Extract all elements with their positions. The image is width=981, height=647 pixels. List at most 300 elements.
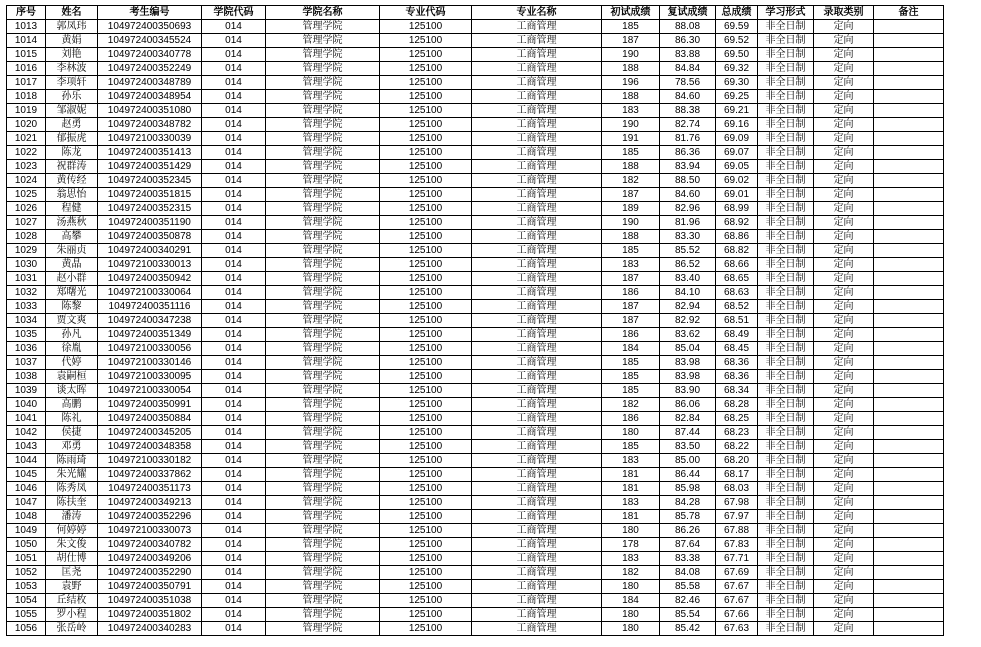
cell-col-college-name: 管理学院 bbox=[266, 384, 380, 398]
cell-col-total-score: 69.07 bbox=[716, 146, 758, 160]
cell-col-name: 陈雨琦 bbox=[46, 454, 98, 468]
cell-col-college-code: 014 bbox=[202, 608, 266, 622]
cell-col-college-code: 014 bbox=[202, 76, 266, 90]
cell-col-study-mode: 非全日制 bbox=[758, 412, 814, 426]
table-row bbox=[7, 230, 944, 244]
cell-col-major-code: 125100 bbox=[380, 230, 472, 244]
cell-col-total-score: 67.67 bbox=[716, 580, 758, 594]
header-col-retest-score: 复试成绩 bbox=[660, 6, 716, 20]
cell-col-study-mode: 非全日制 bbox=[758, 384, 814, 398]
cell-col-retest-score: 85.52 bbox=[660, 244, 716, 258]
cell-col-admission-type: 定向 bbox=[814, 216, 874, 230]
cell-col-remarks bbox=[874, 188, 944, 202]
cell-col-admission-type: 定向 bbox=[814, 160, 874, 174]
cell-col-remarks bbox=[874, 552, 944, 566]
cell-col-initial-score: 187 bbox=[602, 34, 660, 48]
cell-col-exam-id: 104972100330039 bbox=[98, 132, 202, 146]
cell-col-retest-score: 86.36 bbox=[660, 146, 716, 160]
cell-col-admission-type: 定向 bbox=[814, 580, 874, 594]
cell-col-college-name: 管理学院 bbox=[266, 104, 380, 118]
cell-col-major-name: 工商管理 bbox=[472, 328, 602, 342]
cell-col-major-code: 125100 bbox=[380, 426, 472, 440]
cell-col-exam-id: 104972400340782 bbox=[98, 538, 202, 552]
cell-col-exam-id: 104972400350791 bbox=[98, 580, 202, 594]
table-body bbox=[7, 20, 944, 636]
table-row bbox=[7, 146, 944, 160]
cell-col-remarks bbox=[874, 76, 944, 90]
cell-col-college-code: 014 bbox=[202, 356, 266, 370]
cell-col-study-mode: 非全日制 bbox=[758, 160, 814, 174]
cell-col-total-score: 69.21 bbox=[716, 104, 758, 118]
header-col-seq: 序号 bbox=[7, 6, 46, 20]
cell-col-name: 孙凡 bbox=[46, 328, 98, 342]
cell-col-admission-type: 定向 bbox=[814, 342, 874, 356]
cell-col-exam-id: 104972400351116 bbox=[98, 300, 202, 314]
cell-col-major-name: 工商管理 bbox=[472, 580, 602, 594]
cell-col-seq: 1021 bbox=[7, 132, 46, 146]
table-row bbox=[7, 160, 944, 174]
cell-col-seq: 1039 bbox=[7, 384, 46, 398]
cell-col-remarks bbox=[874, 482, 944, 496]
cell-col-remarks bbox=[874, 104, 944, 118]
cell-col-college-code: 014 bbox=[202, 328, 266, 342]
cell-col-college-name: 管理学院 bbox=[266, 20, 380, 34]
cell-col-major-name: 工商管理 bbox=[472, 174, 602, 188]
admission-table bbox=[6, 5, 944, 636]
table-row bbox=[7, 20, 944, 34]
cell-col-major-name: 工商管理 bbox=[472, 468, 602, 482]
cell-col-remarks bbox=[874, 62, 944, 76]
table-row bbox=[7, 426, 944, 440]
cell-col-remarks bbox=[874, 328, 944, 342]
cell-col-college-name: 管理学院 bbox=[266, 160, 380, 174]
cell-col-major-code: 125100 bbox=[380, 580, 472, 594]
cell-col-study-mode: 非全日制 bbox=[758, 286, 814, 300]
cell-col-remarks bbox=[874, 538, 944, 552]
cell-col-study-mode: 非全日制 bbox=[758, 342, 814, 356]
cell-col-college-code: 014 bbox=[202, 104, 266, 118]
cell-col-admission-type: 定向 bbox=[814, 230, 874, 244]
header-col-exam-id: 考生编号 bbox=[98, 6, 202, 20]
cell-col-remarks bbox=[874, 146, 944, 160]
cell-col-name: 祝群涛 bbox=[46, 160, 98, 174]
cell-col-name: 赵小群 bbox=[46, 272, 98, 286]
cell-col-retest-score: 85.04 bbox=[660, 342, 716, 356]
table-row bbox=[7, 62, 944, 76]
cell-col-admission-type: 定向 bbox=[814, 146, 874, 160]
cell-col-major-name: 工商管理 bbox=[472, 384, 602, 398]
cell-col-major-name: 工商管理 bbox=[472, 440, 602, 454]
cell-col-admission-type: 定向 bbox=[814, 356, 874, 370]
cell-col-admission-type: 定向 bbox=[814, 426, 874, 440]
cell-col-remarks bbox=[874, 132, 944, 146]
cell-col-study-mode: 非全日制 bbox=[758, 216, 814, 230]
cell-col-major-name: 工商管理 bbox=[472, 48, 602, 62]
table-row bbox=[7, 342, 944, 356]
cell-col-major-name: 工商管理 bbox=[472, 34, 602, 48]
cell-col-college-code: 014 bbox=[202, 244, 266, 258]
table-row bbox=[7, 272, 944, 286]
cell-col-study-mode: 非全日制 bbox=[758, 104, 814, 118]
cell-col-retest-score: 82.46 bbox=[660, 594, 716, 608]
cell-col-name: 袁嗣桓 bbox=[46, 370, 98, 384]
cell-col-total-score: 68.45 bbox=[716, 342, 758, 356]
cell-col-study-mode: 非全日制 bbox=[758, 258, 814, 272]
cell-col-admission-type: 定向 bbox=[814, 538, 874, 552]
cell-col-exam-id: 104972100330095 bbox=[98, 370, 202, 384]
cell-col-seq: 1019 bbox=[7, 104, 46, 118]
cell-col-major-name: 工商管理 bbox=[472, 62, 602, 76]
cell-col-college-code: 014 bbox=[202, 62, 266, 76]
cell-col-remarks bbox=[874, 356, 944, 370]
cell-col-major-code: 125100 bbox=[380, 62, 472, 76]
cell-col-college-name: 管理学院 bbox=[266, 258, 380, 272]
cell-col-admission-type: 定向 bbox=[814, 48, 874, 62]
cell-col-initial-score: 181 bbox=[602, 510, 660, 524]
cell-col-college-code: 014 bbox=[202, 622, 266, 636]
cell-col-admission-type: 定向 bbox=[814, 202, 874, 216]
cell-col-major-code: 125100 bbox=[380, 104, 472, 118]
cell-col-name: 汤燕秋 bbox=[46, 216, 98, 230]
cell-col-seq: 1024 bbox=[7, 174, 46, 188]
cell-col-exam-id: 104972400351190 bbox=[98, 216, 202, 230]
cell-col-study-mode: 非全日制 bbox=[758, 398, 814, 412]
cell-col-retest-score: 85.58 bbox=[660, 580, 716, 594]
cell-col-remarks bbox=[874, 118, 944, 132]
cell-col-initial-score: 181 bbox=[602, 482, 660, 496]
cell-col-major-code: 125100 bbox=[380, 48, 472, 62]
cell-col-college-code: 014 bbox=[202, 20, 266, 34]
cell-col-initial-score: 183 bbox=[602, 496, 660, 510]
cell-col-study-mode: 非全日制 bbox=[758, 594, 814, 608]
cell-col-college-name: 管理学院 bbox=[266, 398, 380, 412]
cell-col-seq: 1051 bbox=[7, 552, 46, 566]
cell-col-major-code: 125100 bbox=[380, 76, 472, 90]
table-row bbox=[7, 552, 944, 566]
cell-col-name: 李林波 bbox=[46, 62, 98, 76]
cell-col-total-score: 69.01 bbox=[716, 188, 758, 202]
cell-col-name: 朱光耀 bbox=[46, 468, 98, 482]
cell-col-seq: 1035 bbox=[7, 328, 46, 342]
cell-col-initial-score: 180 bbox=[602, 622, 660, 636]
cell-col-study-mode: 非全日制 bbox=[758, 300, 814, 314]
cell-col-total-score: 67.97 bbox=[716, 510, 758, 524]
cell-col-initial-score: 183 bbox=[602, 454, 660, 468]
cell-col-remarks bbox=[874, 412, 944, 426]
cell-col-initial-score: 187 bbox=[602, 272, 660, 286]
cell-col-college-name: 管理学院 bbox=[266, 468, 380, 482]
cell-col-major-name: 工商管理 bbox=[472, 160, 602, 174]
cell-col-study-mode: 非全日制 bbox=[758, 230, 814, 244]
cell-col-exam-id: 104972400340778 bbox=[98, 48, 202, 62]
cell-col-total-score: 68.86 bbox=[716, 230, 758, 244]
cell-col-study-mode: 非全日制 bbox=[758, 566, 814, 580]
cell-col-initial-score: 188 bbox=[602, 90, 660, 104]
cell-col-seq: 1045 bbox=[7, 468, 46, 482]
cell-col-exam-id: 104972400351802 bbox=[98, 608, 202, 622]
cell-col-seq: 1041 bbox=[7, 412, 46, 426]
cell-col-seq: 1043 bbox=[7, 440, 46, 454]
cell-col-study-mode: 非全日制 bbox=[758, 482, 814, 496]
cell-col-major-name: 工商管理 bbox=[472, 510, 602, 524]
cell-col-total-score: 67.67 bbox=[716, 594, 758, 608]
cell-col-college-name: 管理学院 bbox=[266, 580, 380, 594]
cell-col-total-score: 69.05 bbox=[716, 160, 758, 174]
cell-col-college-code: 014 bbox=[202, 48, 266, 62]
cell-col-retest-score: 83.30 bbox=[660, 230, 716, 244]
cell-col-major-code: 125100 bbox=[380, 146, 472, 160]
cell-col-college-code: 014 bbox=[202, 90, 266, 104]
cell-col-retest-score: 83.88 bbox=[660, 48, 716, 62]
cell-col-major-code: 125100 bbox=[380, 34, 472, 48]
cell-col-study-mode: 非全日制 bbox=[758, 552, 814, 566]
cell-col-seq: 1042 bbox=[7, 426, 46, 440]
table-row bbox=[7, 188, 944, 202]
cell-col-college-name: 管理学院 bbox=[266, 454, 380, 468]
cell-col-major-code: 125100 bbox=[380, 482, 472, 496]
cell-col-seq: 1054 bbox=[7, 594, 46, 608]
table-row bbox=[7, 104, 944, 118]
cell-col-admission-type: 定向 bbox=[814, 552, 874, 566]
cell-col-college-code: 014 bbox=[202, 286, 266, 300]
cell-col-college-name: 管理学院 bbox=[266, 118, 380, 132]
cell-col-major-code: 125100 bbox=[380, 314, 472, 328]
cell-col-study-mode: 非全日制 bbox=[758, 62, 814, 76]
cell-col-retest-score: 86.06 bbox=[660, 398, 716, 412]
cell-col-remarks bbox=[874, 580, 944, 594]
cell-col-major-name: 工商管理 bbox=[472, 454, 602, 468]
cell-col-study-mode: 非全日制 bbox=[758, 468, 814, 482]
cell-col-seq: 1016 bbox=[7, 62, 46, 76]
cell-col-exam-id: 104972400340283 bbox=[98, 622, 202, 636]
cell-col-retest-score: 83.98 bbox=[660, 356, 716, 370]
cell-col-college-name: 管理学院 bbox=[266, 412, 380, 426]
cell-col-college-code: 014 bbox=[202, 594, 266, 608]
cell-col-name: 陈黎 bbox=[46, 300, 98, 314]
cell-col-retest-score: 81.96 bbox=[660, 216, 716, 230]
cell-col-initial-score: 180 bbox=[602, 608, 660, 622]
cell-col-college-name: 管理学院 bbox=[266, 566, 380, 580]
cell-col-admission-type: 定向 bbox=[814, 468, 874, 482]
table-row bbox=[7, 454, 944, 468]
cell-col-retest-score: 85.78 bbox=[660, 510, 716, 524]
cell-col-remarks bbox=[874, 34, 944, 48]
cell-col-seq: 1032 bbox=[7, 286, 46, 300]
cell-col-college-name: 管理学院 bbox=[266, 538, 380, 552]
cell-col-name: 潘涛 bbox=[46, 510, 98, 524]
cell-col-retest-score: 81.76 bbox=[660, 132, 716, 146]
cell-col-major-code: 125100 bbox=[380, 566, 472, 580]
cell-col-initial-score: 187 bbox=[602, 300, 660, 314]
cell-col-study-mode: 非全日制 bbox=[758, 356, 814, 370]
cell-col-college-name: 管理学院 bbox=[266, 314, 380, 328]
cell-col-college-name: 管理学院 bbox=[266, 370, 380, 384]
table-row bbox=[7, 468, 944, 482]
cell-col-remarks bbox=[874, 244, 944, 258]
cell-col-major-name: 工商管理 bbox=[472, 202, 602, 216]
header-col-college-name: 学院名称 bbox=[266, 6, 380, 20]
cell-col-exam-id: 104972400352290 bbox=[98, 566, 202, 580]
cell-col-admission-type: 定向 bbox=[814, 594, 874, 608]
cell-col-seq: 1013 bbox=[7, 20, 46, 34]
cell-col-name: 黄娟 bbox=[46, 34, 98, 48]
cell-col-seq: 1038 bbox=[7, 370, 46, 384]
cell-col-seq: 1056 bbox=[7, 622, 46, 636]
cell-col-name: 黄传经 bbox=[46, 174, 98, 188]
cell-col-major-code: 125100 bbox=[380, 90, 472, 104]
cell-col-seq: 1018 bbox=[7, 90, 46, 104]
cell-col-initial-score: 190 bbox=[602, 216, 660, 230]
cell-col-seq: 1017 bbox=[7, 76, 46, 90]
cell-col-major-code: 125100 bbox=[380, 272, 472, 286]
cell-col-exam-id: 104972100330054 bbox=[98, 384, 202, 398]
cell-col-major-name: 工商管理 bbox=[472, 622, 602, 636]
cell-col-total-score: 68.25 bbox=[716, 412, 758, 426]
cell-col-remarks bbox=[874, 160, 944, 174]
cell-col-college-code: 014 bbox=[202, 552, 266, 566]
table-row bbox=[7, 608, 944, 622]
cell-col-name: 郁振虎 bbox=[46, 132, 98, 146]
cell-col-retest-score: 85.54 bbox=[660, 608, 716, 622]
cell-col-remarks bbox=[874, 566, 944, 580]
cell-col-exam-id: 104972400350942 bbox=[98, 272, 202, 286]
cell-col-college-name: 管理学院 bbox=[266, 48, 380, 62]
cell-col-name: 邓勇 bbox=[46, 440, 98, 454]
table-row bbox=[7, 622, 944, 636]
cell-col-study-mode: 非全日制 bbox=[758, 608, 814, 622]
cell-col-initial-score: 186 bbox=[602, 412, 660, 426]
cell-col-exam-id: 104972400350878 bbox=[98, 230, 202, 244]
cell-col-seq: 1015 bbox=[7, 48, 46, 62]
cell-col-exam-id: 104972400350991 bbox=[98, 398, 202, 412]
table-row bbox=[7, 384, 944, 398]
cell-col-seq: 1022 bbox=[7, 146, 46, 160]
cell-col-major-code: 125100 bbox=[380, 118, 472, 132]
cell-col-retest-score: 82.84 bbox=[660, 412, 716, 426]
cell-col-study-mode: 非全日制 bbox=[758, 174, 814, 188]
cell-col-name: 孙乐 bbox=[46, 90, 98, 104]
cell-col-major-code: 125100 bbox=[380, 608, 472, 622]
cell-col-exam-id: 104972400351080 bbox=[98, 104, 202, 118]
cell-col-college-name: 管理学院 bbox=[266, 356, 380, 370]
cell-col-total-score: 68.36 bbox=[716, 370, 758, 384]
cell-col-seq: 1025 bbox=[7, 188, 46, 202]
cell-col-name: 陈龙 bbox=[46, 146, 98, 160]
cell-col-admission-type: 定向 bbox=[814, 412, 874, 426]
cell-col-admission-type: 定向 bbox=[814, 454, 874, 468]
cell-col-name: 胡仕博 bbox=[46, 552, 98, 566]
cell-col-seq: 1037 bbox=[7, 356, 46, 370]
cell-col-college-name: 管理学院 bbox=[266, 440, 380, 454]
cell-col-name: 郭凤玮 bbox=[46, 20, 98, 34]
cell-col-college-code: 014 bbox=[202, 174, 266, 188]
cell-col-initial-score: 190 bbox=[602, 118, 660, 132]
cell-col-major-code: 125100 bbox=[380, 328, 472, 342]
cell-col-major-name: 工商管理 bbox=[472, 566, 602, 580]
cell-col-remarks bbox=[874, 202, 944, 216]
cell-col-remarks bbox=[874, 496, 944, 510]
cell-col-exam-id: 104972100330146 bbox=[98, 356, 202, 370]
cell-col-college-code: 014 bbox=[202, 230, 266, 244]
cell-col-initial-score: 185 bbox=[602, 20, 660, 34]
table-row bbox=[7, 76, 944, 90]
cell-col-total-score: 67.66 bbox=[716, 608, 758, 622]
cell-col-study-mode: 非全日制 bbox=[758, 202, 814, 216]
table-row bbox=[7, 482, 944, 496]
cell-col-major-name: 工商管理 bbox=[472, 300, 602, 314]
cell-col-college-code: 014 bbox=[202, 258, 266, 272]
cell-col-exam-id: 104972400347238 bbox=[98, 314, 202, 328]
cell-col-admission-type: 定向 bbox=[814, 510, 874, 524]
cell-col-name: 陈礼 bbox=[46, 412, 98, 426]
cell-col-initial-score: 188 bbox=[602, 230, 660, 244]
table-header bbox=[7, 6, 944, 20]
cell-col-major-code: 125100 bbox=[380, 594, 472, 608]
cell-col-major-code: 125100 bbox=[380, 216, 472, 230]
cell-col-college-name: 管理学院 bbox=[266, 62, 380, 76]
cell-col-initial-score: 183 bbox=[602, 258, 660, 272]
cell-col-total-score: 69.52 bbox=[716, 34, 758, 48]
cell-col-exam-id: 104972400351413 bbox=[98, 146, 202, 160]
cell-col-college-name: 管理学院 bbox=[266, 482, 380, 496]
cell-col-total-score: 69.50 bbox=[716, 48, 758, 62]
cell-col-remarks bbox=[874, 384, 944, 398]
cell-col-college-code: 014 bbox=[202, 580, 266, 594]
cell-col-total-score: 68.52 bbox=[716, 300, 758, 314]
cell-col-major-name: 工商管理 bbox=[472, 370, 602, 384]
cell-col-retest-score: 84.28 bbox=[660, 496, 716, 510]
cell-col-admission-type: 定向 bbox=[814, 496, 874, 510]
cell-col-major-name: 工商管理 bbox=[472, 412, 602, 426]
cell-col-seq: 1040 bbox=[7, 398, 46, 412]
cell-col-major-code: 125100 bbox=[380, 342, 472, 356]
cell-col-college-name: 管理学院 bbox=[266, 552, 380, 566]
cell-col-seq: 1044 bbox=[7, 454, 46, 468]
cell-col-study-mode: 非全日制 bbox=[758, 370, 814, 384]
cell-col-admission-type: 定向 bbox=[814, 188, 874, 202]
cell-col-major-code: 125100 bbox=[380, 524, 472, 538]
cell-col-seq: 1023 bbox=[7, 160, 46, 174]
cell-col-exam-id: 104972400348782 bbox=[98, 118, 202, 132]
cell-col-total-score: 68.36 bbox=[716, 356, 758, 370]
cell-col-major-code: 125100 bbox=[380, 510, 472, 524]
cell-col-college-name: 管理学院 bbox=[266, 76, 380, 90]
cell-col-remarks bbox=[874, 48, 944, 62]
cell-col-college-name: 管理学院 bbox=[266, 622, 380, 636]
cell-col-initial-score: 183 bbox=[602, 104, 660, 118]
cell-col-name: 贾文爽 bbox=[46, 314, 98, 328]
cell-col-name: 黄晶 bbox=[46, 258, 98, 272]
cell-col-exam-id: 104972400345205 bbox=[98, 426, 202, 440]
cell-col-seq: 1048 bbox=[7, 510, 46, 524]
cell-col-major-name: 工商管理 bbox=[472, 608, 602, 622]
cell-col-major-name: 工商管理 bbox=[472, 90, 602, 104]
cell-col-college-code: 014 bbox=[202, 496, 266, 510]
cell-col-college-code: 014 bbox=[202, 538, 266, 552]
cell-col-remarks bbox=[874, 90, 944, 104]
cell-col-seq: 1034 bbox=[7, 314, 46, 328]
cell-col-major-code: 125100 bbox=[380, 286, 472, 300]
cell-col-study-mode: 非全日制 bbox=[758, 34, 814, 48]
cell-col-college-code: 014 bbox=[202, 146, 266, 160]
cell-col-study-mode: 非全日制 bbox=[758, 76, 814, 90]
cell-col-major-name: 工商管理 bbox=[472, 356, 602, 370]
cell-col-name: 翁思怡 bbox=[46, 188, 98, 202]
cell-col-total-score: 67.63 bbox=[716, 622, 758, 636]
cell-col-retest-score: 85.98 bbox=[660, 482, 716, 496]
cell-col-remarks bbox=[874, 622, 944, 636]
table-row bbox=[7, 496, 944, 510]
